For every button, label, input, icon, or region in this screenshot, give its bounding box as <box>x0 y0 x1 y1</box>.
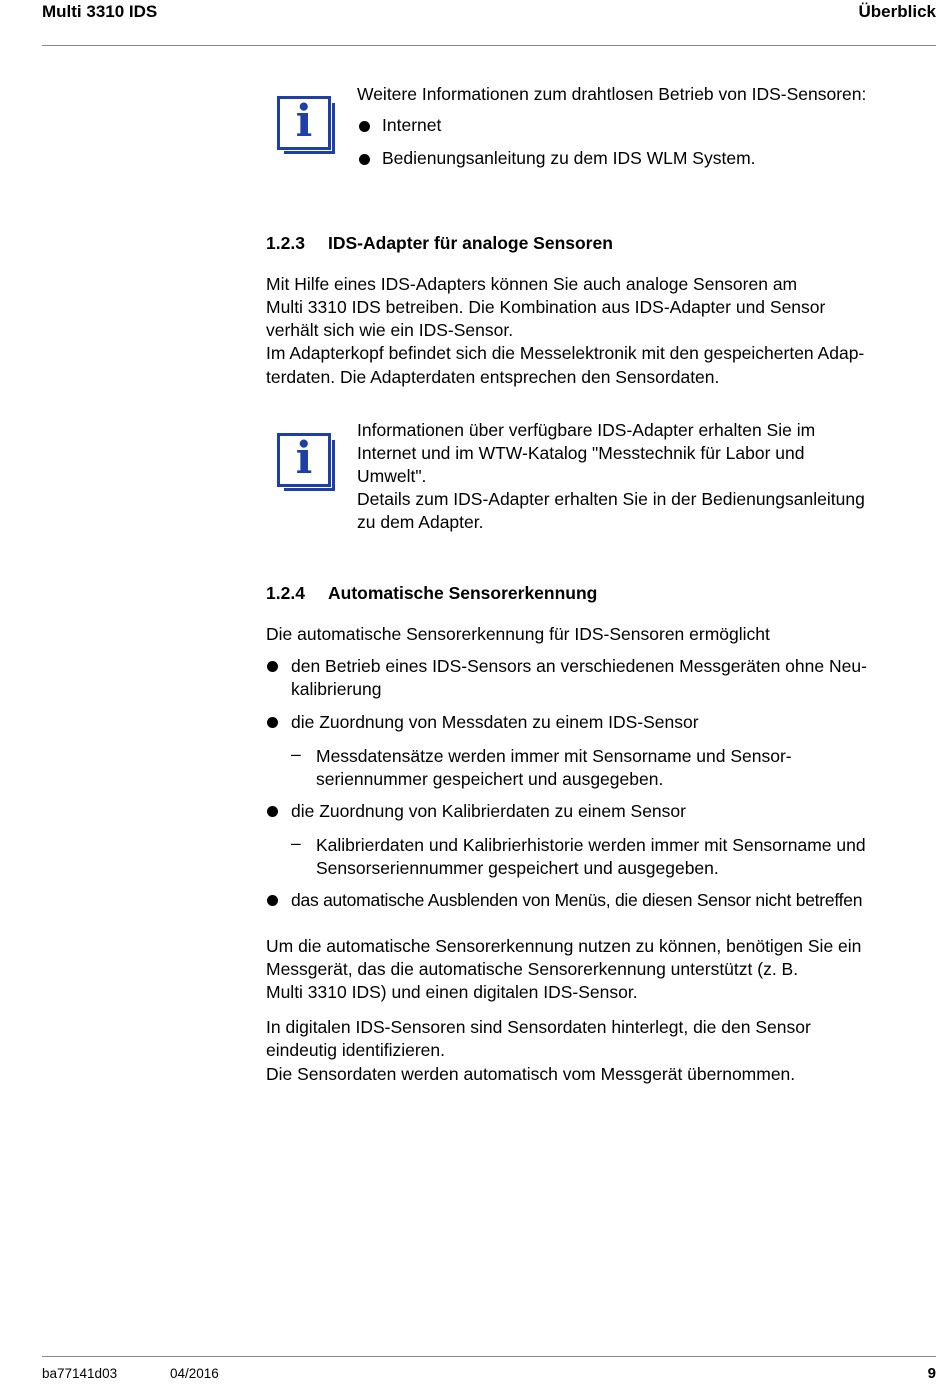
body-line: Mit Hilfe eines IDS-Adapters können Sie auch analoge Sensoren am <box>266 274 798 294</box>
bullet-icon <box>267 806 278 817</box>
body-line: In digitalen IDS-Sensoren sind Sensordaten hinterlegt, die den Sensor <box>266 1017 811 1037</box>
info2-line: Details zum IDS-Adapter erhalten Sie in der Bedienungsanleitung <box>357 489 865 509</box>
body-line: Die Sensordaten werden automatisch vom Messgerät übernommen. <box>266 1064 796 1084</box>
list-item: den Betrieb eines IDS-Sensors an verschiedenen Messgeräten ohne Neu- <box>291 656 867 676</box>
list-item: kalibrierung <box>291 679 382 699</box>
info2-line: Internet und im WTW-Katalog "Messtechnik für Labor und <box>357 443 805 463</box>
bullet-icon <box>359 121 370 132</box>
footer-doc-id: ba77141d03 <box>42 1366 118 1381</box>
section-number: 1.2.3 <box>266 233 305 253</box>
info2-line: Umwelt". <box>357 466 427 486</box>
header-rule <box>42 45 936 46</box>
sub-item: Messdatensätze werden immer mit Sensorname und Sensor- <box>316 746 792 766</box>
info2-line: zu dem Adapter. <box>357 512 484 532</box>
info1-intro: Weitere Informationen zum drahtlosen Betrieb von IDS-Sensoren: <box>357 84 867 104</box>
section-title: IDS-Adapter für analoge Sensoren <box>328 233 613 253</box>
info1-item: Bedienungsanleitung zu dem IDS WLM System. <box>382 148 756 168</box>
body-line: Multi 3310 IDS betreiben. Die Kombination aus IDS-Adapter und Sensor <box>266 297 826 317</box>
body-line: eindeutig identifizieren. <box>266 1040 446 1060</box>
dash-icon: – <box>291 833 301 853</box>
bullet-icon <box>267 661 278 672</box>
dash-icon: – <box>291 744 301 764</box>
footer-date: 04/2016 <box>170 1366 219 1381</box>
body-line: Die automatische Sensorerkennung für IDS-Sensoren ermöglicht <box>266 624 770 644</box>
section-title: Automatische Sensorerkennung <box>328 583 598 603</box>
header-chapter: Überblick <box>858 2 936 21</box>
list-item: das automatische Ausblenden von Menüs, die diesen Sensor nicht betreffen <box>291 890 863 910</box>
sub-item: seriennummer gespeichert und ausgegeben. <box>316 769 664 789</box>
bullet-icon <box>267 895 278 906</box>
sub-item: Kalibrierdaten und Kalibrierhistorie werden immer mit Sensorname und <box>316 835 866 855</box>
bullet-icon <box>267 717 278 728</box>
info1-item: Internet <box>382 115 442 135</box>
bullet-icon <box>359 154 370 165</box>
header-title: Multi 3310 IDS <box>42 2 158 21</box>
footer-rule <box>42 1356 936 1357</box>
body-line: terdaten. Die Adapterdaten entsprechen den Sensordaten. <box>266 367 720 387</box>
body-line: Multi 3310 IDS) und einen digitalen IDS-Sensor. <box>266 982 638 1002</box>
page-number: 9 <box>927 1365 936 1382</box>
info2-line: Informationen über verfügbare IDS-Adapter erhalten Sie im <box>357 420 816 440</box>
body-line: Im Adapterkopf befindet sich die Messelektronik mit den gespeicherten Adap- <box>266 343 865 363</box>
section-number: 1.2.4 <box>266 583 305 603</box>
info-icon: i <box>277 433 331 487</box>
list-item: die Zuordnung von Kalibrierdaten zu einem Sensor <box>291 801 686 821</box>
body-line: Um die automatische Sensorerkennung nutzen zu können, benötigen Sie ein <box>266 936 862 956</box>
body-line: verhält sich wie ein IDS-Sensor. <box>266 320 514 340</box>
list-item: die Zuordnung von Messdaten zu einem IDS-Sensor <box>291 712 699 732</box>
sub-item: Sensorseriennummer gespeichert und ausgegeben. <box>316 858 719 878</box>
body-line: Messgerät, das die automatische Sensorerkennung unterstützt (z. B. <box>266 959 799 979</box>
info-icon: i <box>277 96 331 150</box>
